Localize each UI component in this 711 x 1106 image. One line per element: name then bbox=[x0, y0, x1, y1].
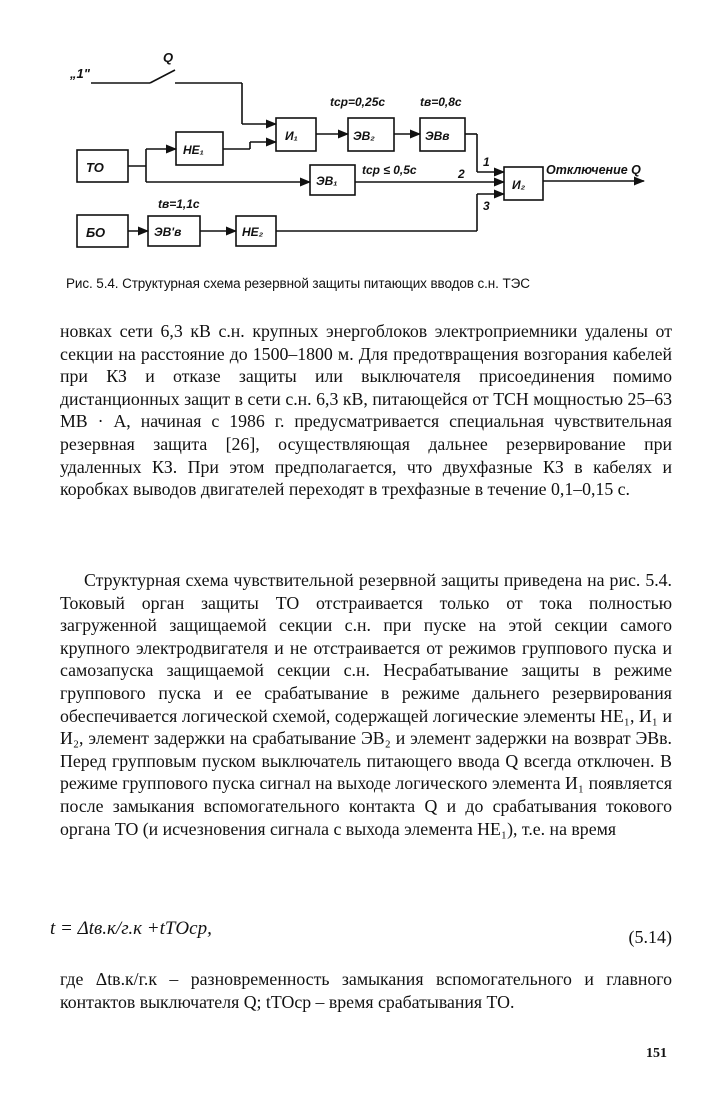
paragraph-3: где Δtв.к/г.к – разновременность замыкания вспомогательного и главного контактов выключателя Q; tТОср – время срабатывания ТО. bbox=[60, 969, 672, 1012]
label-output: Отключение Q bbox=[546, 163, 641, 177]
label-in-3: 3 bbox=[483, 199, 490, 213]
page-number: 151 bbox=[646, 1046, 667, 1061]
label-block-ne2: НЕ₂ bbox=[242, 225, 264, 239]
label-block-ev1: ЭВ₁ bbox=[316, 174, 338, 188]
label-in-2: 2 bbox=[458, 167, 465, 181]
label-block-i1: И₁ bbox=[285, 129, 298, 143]
formula-5-14 bbox=[50, 918, 672, 947]
label-block-evv: ЭВв bbox=[425, 129, 450, 143]
paragraph-1: новках сети 6,3 кВ с.н. крупных энергоблоков электроприемники удалены от секции на расстояние до 1500–1800 м. Для предотвращения возгорания кабелей при КЗ и отказе защиты или выключателя присоединения помимо дистанционных защит в сети с.н. 6,3 кВ, питающейся от ТСН мощностью 25–63 МВ · А, начиная с 1986 г. предусматривается специальная чувствительная резервная защита [26], осуществляющая дальнее резервирование при удаленных КЗ. При этом предполагается, что двухфазные КЗ в кабелях и коробках выводов двигателей переходят в трехфазные в течение 0,1–0,15 с. bbox=[60, 321, 672, 500]
label-block-ev2: ЭВ₂ bbox=[353, 129, 375, 143]
label-input-1: „1" bbox=[70, 66, 90, 81]
label-block-bo: БО bbox=[86, 225, 106, 240]
label-block-i2: И₂ bbox=[512, 178, 526, 192]
label-in-1: 1 bbox=[483, 155, 490, 169]
label-tv-evv: tв=0,8с bbox=[420, 95, 462, 109]
label-block-to: ТО bbox=[86, 160, 104, 175]
label-block-ne1: НЕ₁ bbox=[183, 143, 204, 157]
label-switch-q: Q bbox=[163, 50, 174, 65]
figure-caption: Рис. 5.4. Структурная схема резервной защиты питающих вводов с.н. ТЭС bbox=[66, 276, 530, 291]
formula-number: (5.14) bbox=[628, 927, 672, 947]
label-tsr-ev1: tср ≤ 0,5с bbox=[362, 163, 417, 177]
paragraph-2: Структурная схема чувствительной резервной защиты приведена на рис. 5.4. Токовый орган защиты ТО отстраивается только от тока полностью загруженной защищаемой секции с.н. при пуске на этой секции самого крупного электродвигателя и не отстраивается от режимов группового пуска и самозапуска защищаемой секции с.н. Несрабатывание защиты в режиме группового пуска и ее срабатывание в режиме дальнего резервирования обеспечивается логической схемой, содержащей логические элементы НЕ₁, И₁ и И₂, элемент задержки на срабатывание ЭВ₂ и элемент задержки на возврат ЭВв. Перед групповым пуском выключатель питающего ввода Q всегда отключен. В режиме группового пуска сигнал на выходе логического элемента И₁ появляется после замыкания вспомогательного контакта Q и до срабатывания токового органа ТО (и исчезновения сигнала с выхода элемента НЕ₁), т.е. на время bbox=[60, 570, 672, 839]
structural-diagram bbox=[0, 0, 711, 270]
label-block-evv-prime: ЭВ'в bbox=[154, 225, 182, 239]
formula-expression: t = Δtв.к/г.к +tТОср, bbox=[50, 918, 212, 939]
label-tsr-ev2: tср=0,25с bbox=[330, 95, 386, 109]
label-tv-evv-prime: tв=1,1с bbox=[158, 197, 200, 211]
